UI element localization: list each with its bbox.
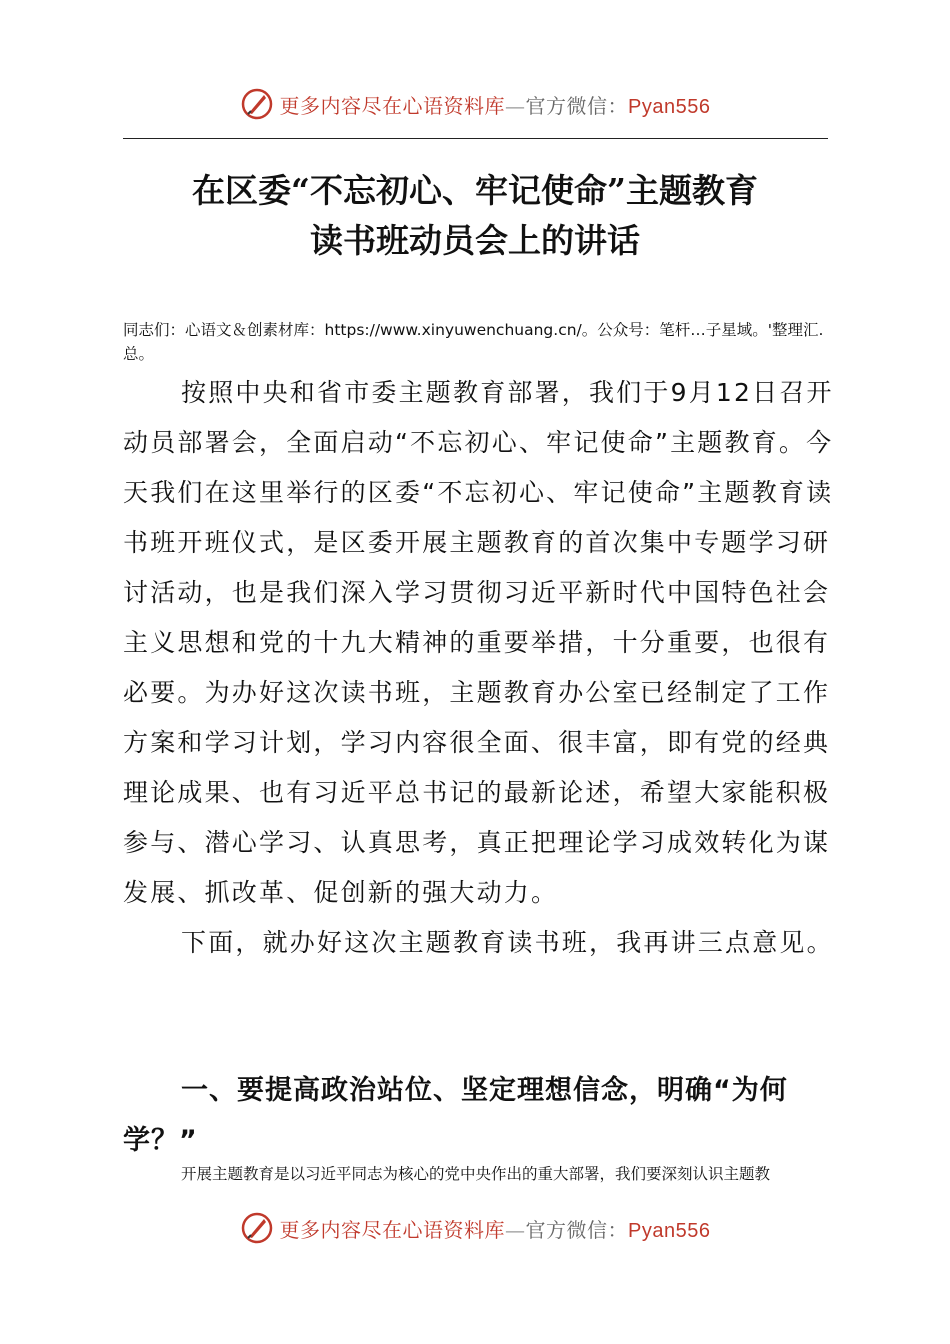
section-heading-1: 一、要提高政治站位、坚定理想信念，明确“为何学？” xyxy=(123,1075,788,1156)
title-line-2: 读书班动员会上的讲话 xyxy=(310,221,640,260)
header-divider xyxy=(123,138,828,139)
footer-banner-separator: — xyxy=(505,1217,526,1242)
paragraph-1: 按照中央和省市委主题教育部署，我们于9月12日召开动员部署会，全面启动“不忘初心、牢记使命”主题教育。今天我们在这里举行的区委“不忘初心、牢记使命”主题教育读书班开班仪式，是区委开展主题教育的首次集中专题学习研讨活动，也是我们深入学习贯彻习近平新时代中国特色社会主义思想和党的十九大精神的重要举措，十分重要，也很有必要。为办好这次读书班，主题教育办公室已经制定了工作方案和学习计划，学习内容很全面、很丰富，即有党的经典理论成果、也有习近平总书记的最新论述，希望大家能积极参与、潜心学习、认真思考，真正把理论学习成效转化为谋发展、抓改革、促创新的强大动力。 xyxy=(123,378,834,907)
footer-banner-wechat-id: Pyan556 xyxy=(628,1219,711,1242)
paragraph-2: 下面，就办好这次主题教育读书班，我再讲三点意见。 xyxy=(181,928,834,957)
header-banner xyxy=(0,84,950,124)
document-title xyxy=(60,166,890,266)
banner-label xyxy=(280,90,711,119)
banner-main-text: 更多内容尽在心语资料库 xyxy=(279,93,506,118)
footer-banner-main-text: 更多内容尽在心语资料库 xyxy=(279,1217,506,1242)
footer-banner xyxy=(0,1208,950,1248)
quill-logo-icon xyxy=(240,1211,274,1245)
title-line-1: 在区委“不忘初心、牢记使命”主题教育 xyxy=(192,171,758,210)
footer-banner-wechat-label: 官方微信： xyxy=(525,1217,629,1242)
paragraph-3-start: 开展主题教育是以习近平同志为核心的党中央作出的重大部署，我们要深刻认识主题教 xyxy=(181,1165,771,1183)
document-body xyxy=(123,368,843,968)
footer-banner-label xyxy=(280,1214,711,1243)
banner-wechat-id: Pyan556 xyxy=(628,95,711,118)
banner-separator: — xyxy=(505,93,526,118)
quill-logo-icon xyxy=(240,87,274,121)
banner-wechat-label: 官方微信： xyxy=(525,93,629,118)
source-note: 同志们：心语文＆创素材库：https://www.xinyuwenchuang.cn/。公众号：笔杆…子星域。'整理汇.总。 xyxy=(123,321,824,363)
